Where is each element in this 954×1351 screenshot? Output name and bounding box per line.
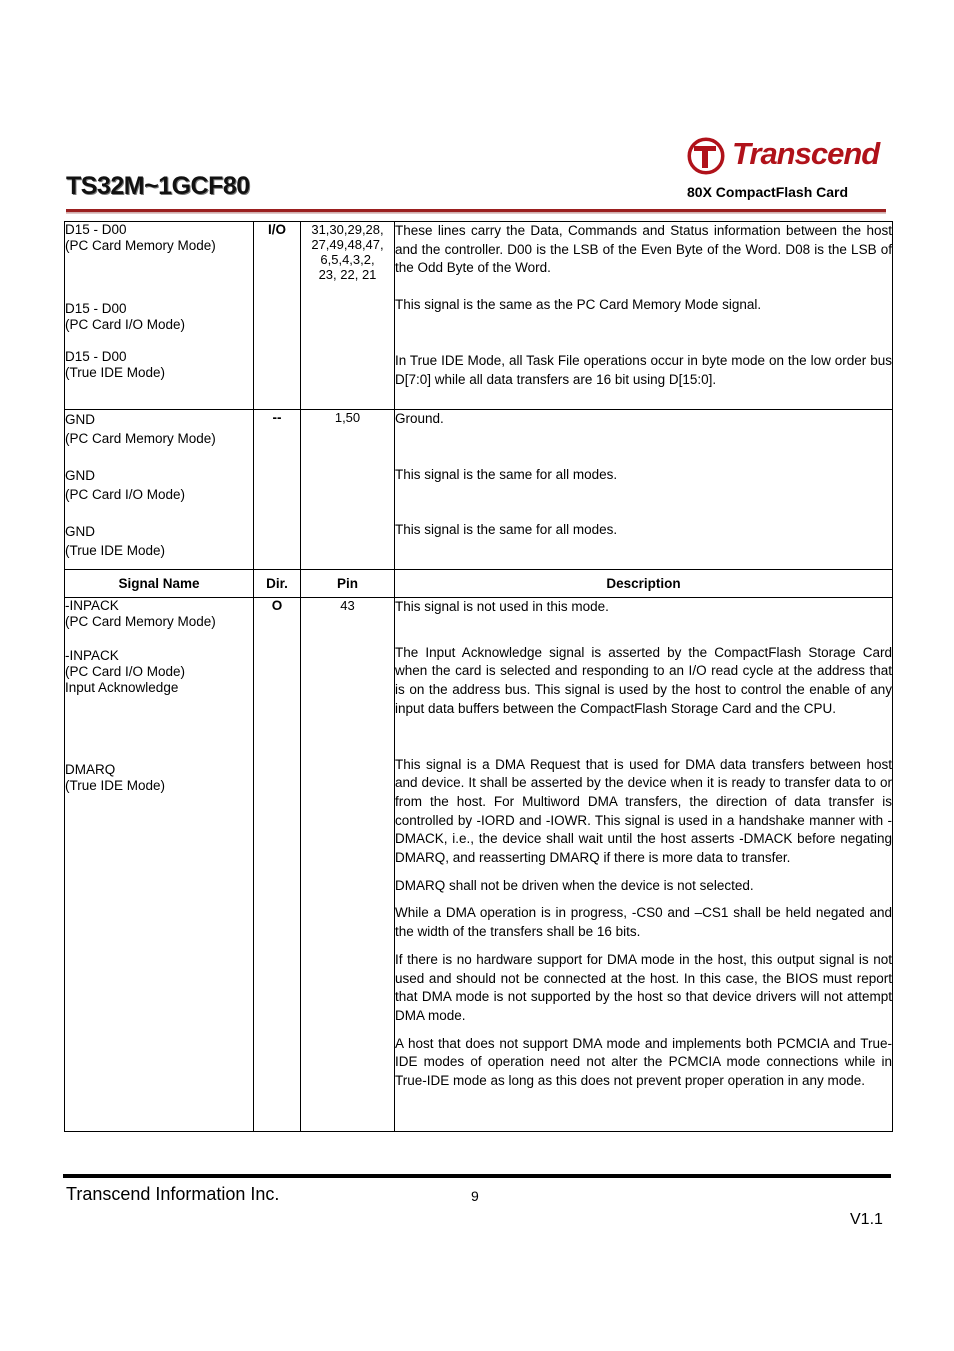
pin-line: 43 (340, 598, 355, 613)
description-cell (395, 222, 893, 410)
description-paragraph: DMARQ shall not be driven when the device is not selected. (395, 877, 754, 893)
description-paragraph: This signal is a DMA Request that is used for DMA data transfers between host and device. It shall be asserted by the device when it is ready to transfer data to or from the host. For Multiword DMA transfers, the direction of data transfer is controlled by -IORD and -IOWR. This signal is used in a handshake manner with -DMACK, i.e., the device shall wait until the host asserts -DMACK before negating DMARQ, and reasserting DMARQ if there is more data to transfer. (395, 756, 892, 866)
signal-name: GND (65, 468, 95, 483)
signal-name: GND (65, 524, 95, 539)
signal-mode: (PC Card I/O Mode) (65, 487, 186, 502)
description-paragraph: A host that does not support DMA mode and implements both PCMCIA and True-IDE modes of operation need not alter the PCMCIA mode connections while in True-IDE mode as long as this does not prevent proper operation in any mode. (395, 1035, 892, 1089)
signal-mode: (PC Card I/O Mode) (65, 664, 186, 679)
description-paragraph: This signal is the same as the PC Card Memory Mode signal. (395, 297, 762, 313)
signal-name-cell (65, 222, 254, 410)
description-cell (395, 598, 893, 1132)
footer-company: Transcend Information Inc. (66, 1184, 280, 1204)
footer-divider (63, 1174, 891, 1178)
signal-name: D15 - D00 (65, 349, 127, 364)
pin-cell (301, 598, 395, 1132)
direction-cell: -- (254, 410, 301, 570)
pin-line: 31,30,29,28, (311, 222, 384, 237)
description-paragraph: The Input Acknowledge signal is asserted by the CompactFlash Storage Card when the card is selected and responding to an I/O read cycle at the address that is on the address bus. This signal is used by the host to control the enable of any input data buffers between the CompactFlash Storage Card and the CPU. (395, 644, 892, 716)
pin-cell (301, 410, 395, 570)
direction-cell: I/O (254, 222, 301, 410)
description-paragraph: This signal is not used in this mode. (395, 599, 609, 614)
description-paragraph: This signal is the same for all modes. (395, 466, 618, 482)
column-header-dir: Dir. (254, 570, 301, 598)
document-subtitle: 80X CompactFlash Card (687, 184, 849, 200)
logo-wordmark: Transcend (732, 136, 880, 171)
pin-cell (301, 222, 395, 410)
pin-description-table (64, 221, 893, 1132)
signal-name: -INPACK (65, 598, 119, 613)
table-row (65, 410, 893, 570)
column-header-pin: Pin (301, 570, 395, 598)
description-paragraph: In True IDE Mode, all Task File operations occur in byte mode on the low order bus D[7:0] while all data transfers are 16 bit using D[15:0]. (395, 352, 892, 387)
description-paragraph: These lines carry the Data, Commands and Status information between the host and the controller. D00 is the LSB of the Even Byte of the Word. D08 is the LSB of the Odd Byte of the Word. (395, 223, 892, 276)
signal-name: D15 - D00 (65, 301, 127, 316)
signal-mode: (PC Card Memory Mode) (65, 238, 216, 253)
column-header-signal-name: Signal Name (65, 570, 254, 598)
pin-line: 23, 22, 21 (318, 267, 377, 282)
direction-cell: O (254, 598, 301, 1132)
signal-mode: (PC Card Memory Mode) (65, 431, 216, 446)
description-paragraph: If there is no hardware support for DMA mode in the host, this output signal is not used and should not be connected at the host. In this case, the BIOS must report that DMA mode is not supported by the host so that device drivers will not attempt DMA mode. (395, 951, 892, 1023)
pin-line: 27,49,48,47, (311, 237, 384, 252)
signal-mode: (PC Card Memory Mode) (65, 614, 216, 629)
signal-name: -INPACK (65, 648, 119, 663)
table-header-row (65, 570, 893, 598)
header-divider (66, 209, 886, 214)
page-number: 9 (471, 1188, 479, 1204)
signal-function: Input Acknowledge (65, 680, 179, 695)
description-cell (395, 410, 893, 570)
signal-name-cell (65, 598, 254, 1132)
signal-name: DMARQ (65, 762, 116, 777)
transcend-logo (686, 136, 882, 176)
signal-name: D15 - D00 (65, 222, 127, 237)
description-paragraph: While a DMA operation is in progress, -CS0 and –CS1 shall be held negated and the width of the transfers shall be 16 bits. (395, 905, 892, 940)
signal-name: GND (65, 412, 95, 427)
version-label: V1.1 (850, 1211, 883, 1228)
signal-name-cell (65, 410, 254, 570)
pin-line: 1,50 (334, 410, 361, 425)
signal-mode: (True IDE Mode) (65, 778, 166, 793)
description-paragraph: This signal is the same for all modes. (395, 522, 618, 538)
table-row (65, 598, 893, 1132)
column-header-description: Description (395, 570, 893, 598)
description-paragraph: Ground. (395, 411, 444, 426)
signal-mode: (PC Card I/O Mode) (65, 317, 186, 332)
document-title: TS32M~1GCF80 (66, 172, 250, 200)
transcend-logo-icon (686, 136, 726, 176)
signal-mode: (True IDE Mode) (65, 365, 166, 380)
signal-mode: (True IDE Mode) (65, 543, 166, 558)
table-row (65, 222, 893, 410)
pin-line: 6,5,4,3,2, (320, 252, 375, 267)
